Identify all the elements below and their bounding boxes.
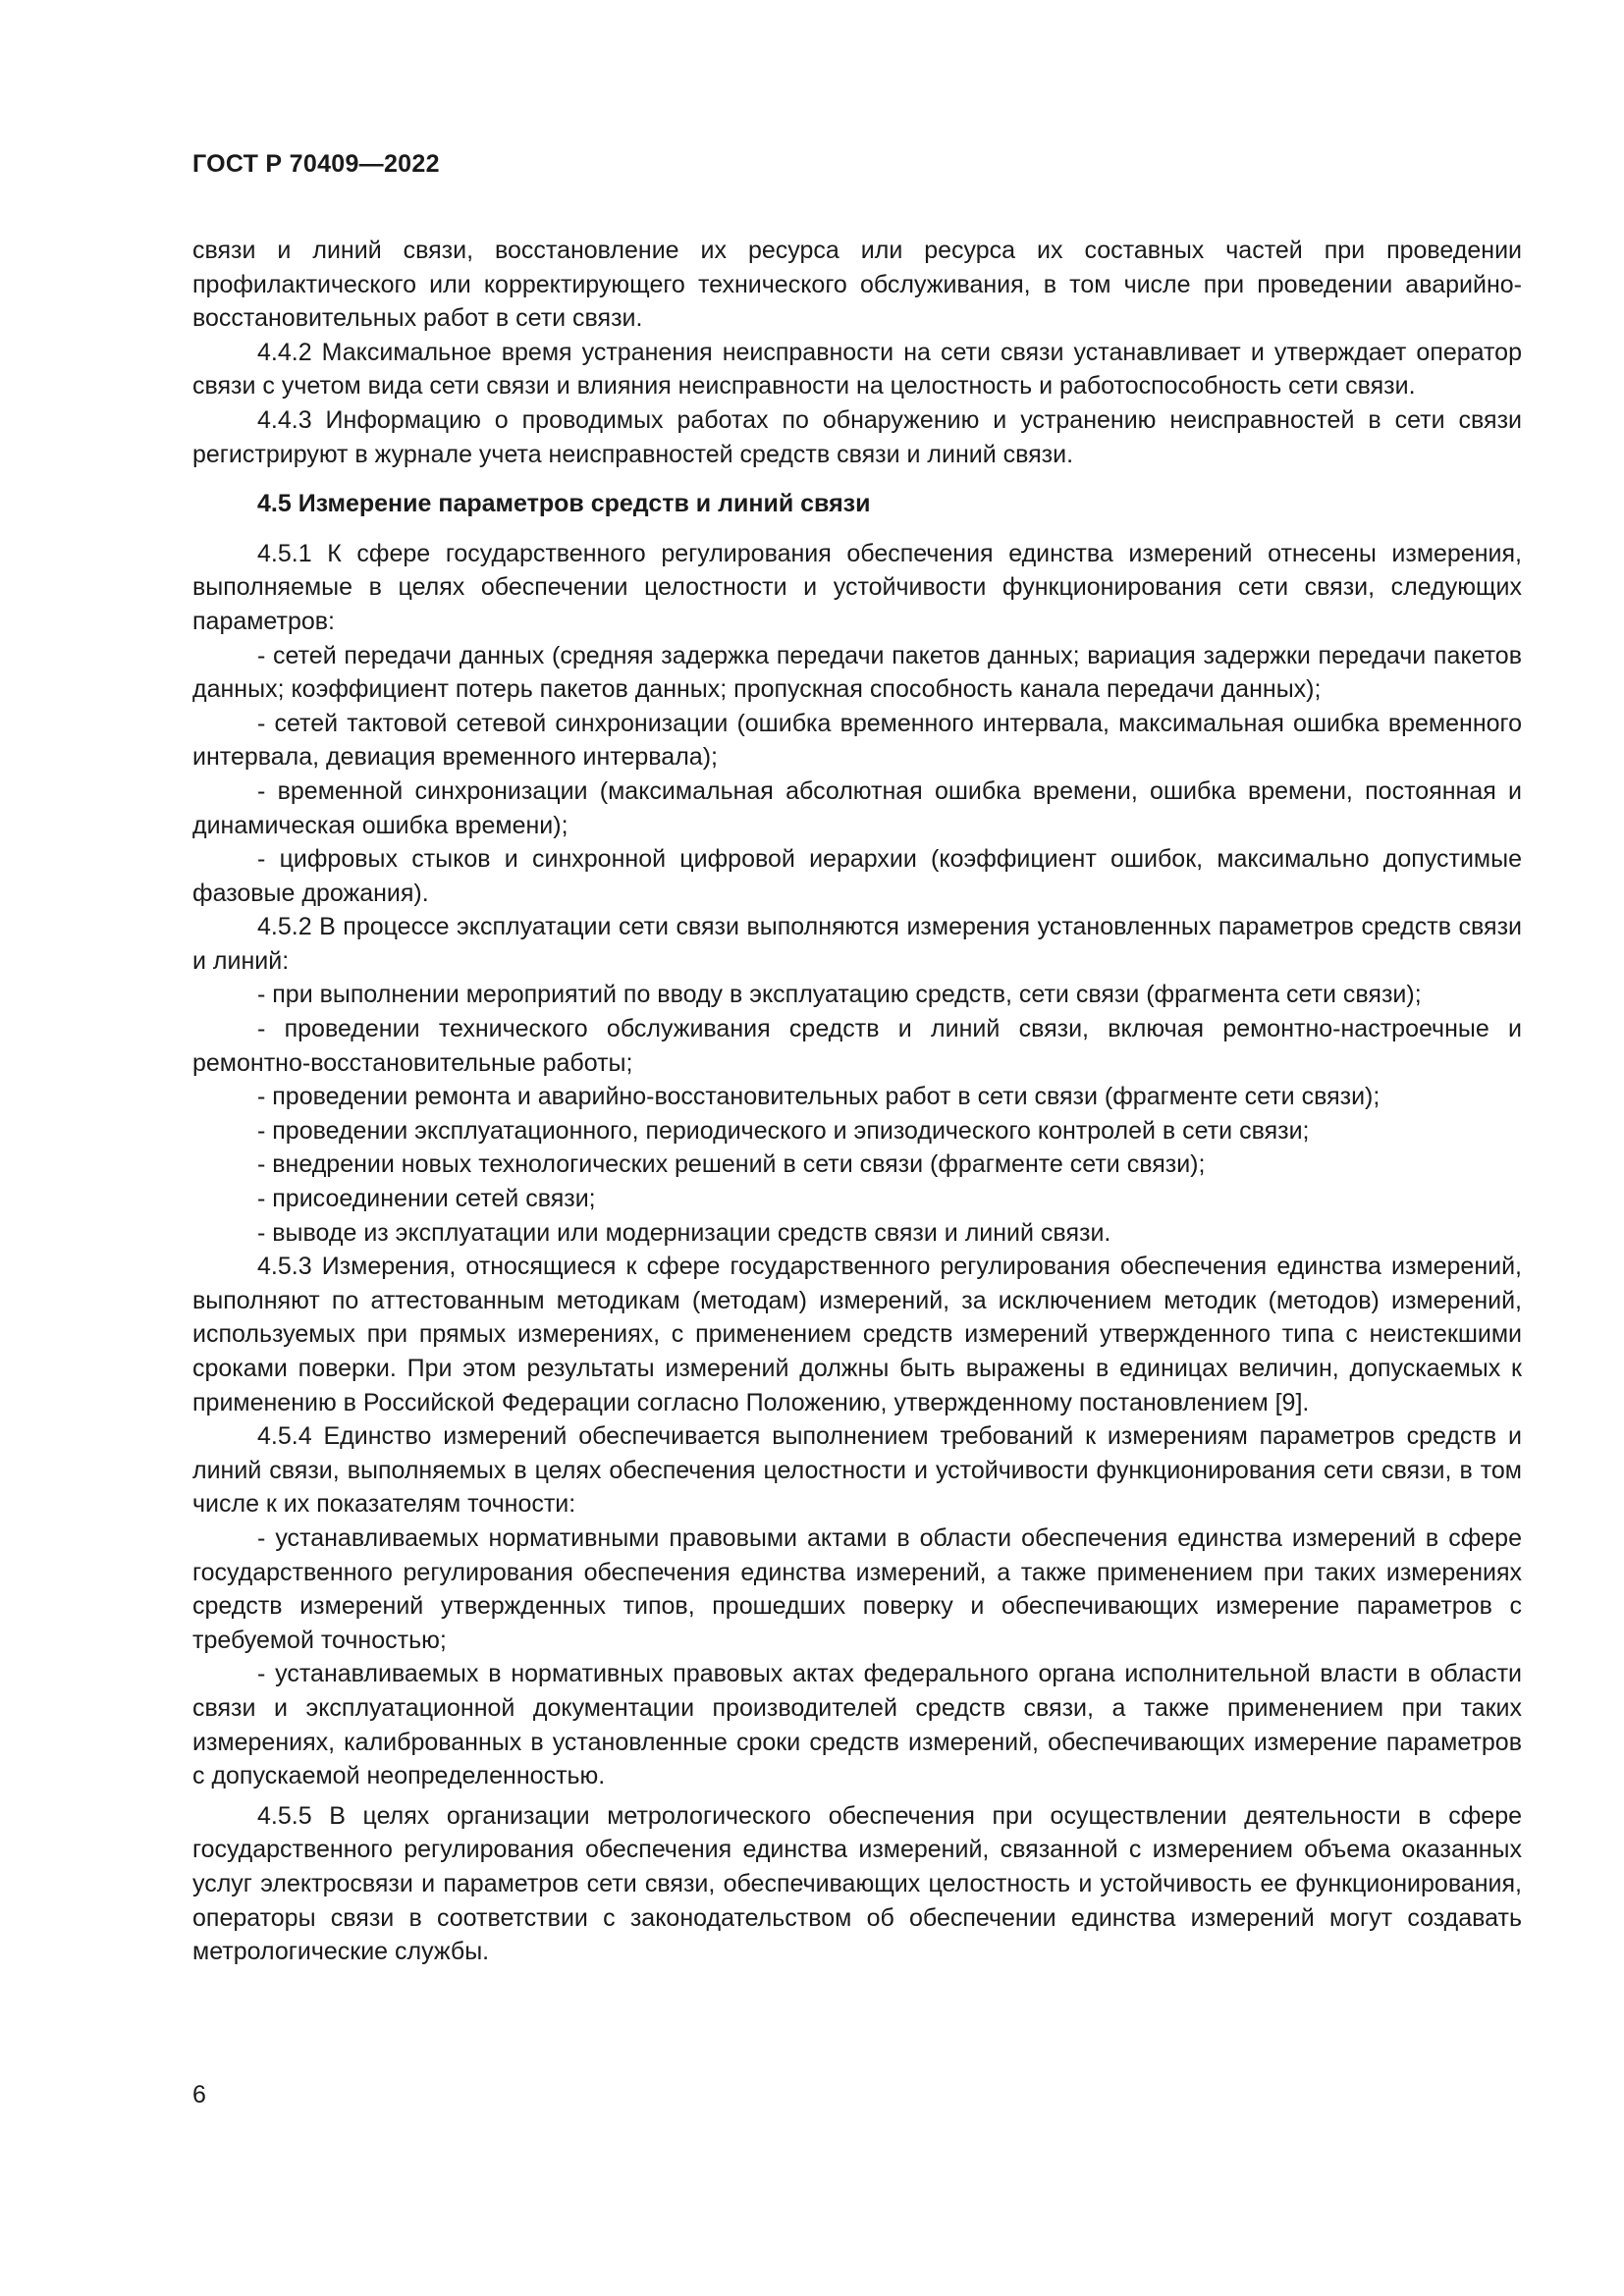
- clause-4-5-4: 4.5.4 Единство измерений обеспечивается выполнением требований к измерениям параметров средств и линий связи, выполняемых в целях обеспечения целостности и устойчивости функционирования сети связи, в том числе к их показателям точности:: [192, 1422, 1522, 1519]
- section-heading-4-5: 4.5 Измерение параметров средств и линий связи: [257, 490, 871, 518]
- clause-4-4-3: 4.4.3 Информацию о проводимых работах по обнаружению и устранению неисправностей в сети связи регистрируют в журнале учета неисправностей средств связи и линий связи.: [192, 405, 1522, 468]
- list-item: - временной синхронизации (максимальная абсолютная ошибка времени, ошибка времени, постоянная и динамическая ошибка времени);: [192, 776, 1522, 839]
- list-item: - присоединении сетей связи;: [257, 1185, 596, 1213]
- list-item: - устанавливаемых в нормативных правовых актах федерального органа исполнительной власти в области связи и эксплуатационной документации производителей средств связи, а также применением при таких измерениях, калиброванных в установленные сроки средств измерений, обеспечивающих измерение параметров с допускаемой неопределенностью.: [192, 1660, 1522, 1790]
- paragraph-continuation: связи и линий связи, восстановление их ресурса или ресурса их составных частей при проведении профилактического или корректирующего технического обслуживания, в том числе при проведении аварийно-восстановительных работ в сети связи.: [192, 237, 1522, 333]
- document-body: [192, 234, 1522, 1969]
- list-item: - проведении технического обслуживания средств и линий связи, включая ремонтно-настроечные и ремонтно-восстановительные работы;: [192, 1015, 1522, 1077]
- list-item: - выводе из эксплуатации или модернизации средств связи и линий связи.: [257, 1218, 1111, 1247]
- clause-4-5-1: 4.5.1 К сфере государственного регулирования обеспечения единства измерений отнесены измерения, выполняемые в целях обеспечении целостности и устойчивости функционирования сети связи, следующих параметров:: [192, 539, 1522, 635]
- document-page: [192, 147, 1522, 1969]
- clause-4-5-2: 4.5.2 В процессе эксплуатации сети связи выполняются измерения установленных параметров средств связи и линий:: [192, 913, 1522, 975]
- list-item: - устанавливаемых нормативными правовыми актами в области обеспечения единства измерений в сфере государственного регулирования обеспечения единства измерений, а также применением при таких измерениях средств измерений утвержденных типов, прошедших поверку и обеспечивающих измерение параметров с требуемой точностью;: [192, 1523, 1522, 1654]
- list-item: - сетей тактовой сетевой синхронизации (ошибка временного интервала, максимальная ошибка временного интервала, девиация временного интервала);: [192, 709, 1522, 772]
- list-item: - проведении эксплуатационного, периодического и эпизодического контролей в сети связи;: [257, 1116, 1310, 1145]
- clause-4-5-5: 4.5.5 В целях организации метрологического обеспечения при осуществлении деятельности в сфере государственного регулирования обеспечения единства измерений, связанной с измерением объема оказанных услуг электросвязи и параметров сети связи, обеспечивающих целостность и устойчивость ее функционирования, операторы связи в соответствии с законодательством об обеспечении единства измерений могут создавать метрологические службы.: [192, 1801, 1522, 1966]
- list-item: - при выполнении мероприятий по вводу в эксплуатацию средств, сети связи (фрагмента сети связи);: [257, 981, 1422, 1009]
- list-item: - цифровых стыков и синхронной цифровой иерархии (коэффициент ошибок, максимально допустимые фазовые дрожания).: [192, 845, 1522, 907]
- list-item: - внедрении новых технологических решений в сети связи (фрагменте сети связи);: [257, 1150, 1206, 1179]
- list-item: - проведении ремонта и аварийно-восстановительных работ в сети связи (фрагменте сети связи);: [257, 1083, 1380, 1111]
- standard-id-header: ГОСТ Р 70409—2022: [192, 150, 440, 178]
- page-number: 6: [192, 2081, 206, 2109]
- clause-4-4-2: 4.4.2 Максимальное время устранения неисправности на сети связи устанавливает и утверждает оператор связи с учетом вида сети связи и влияния неисправности на целостность и работоспособность сети связи.: [192, 338, 1522, 400]
- clause-4-5-3: 4.5.3 Измерения, относящиеся к сфере государственного регулирования обеспечения единства измерений, выполняют по аттестованным методикам (методам) измерений, за исключением методик (методов) измерений, используемых при прямых измерениях, с применением средств измерений утвержденного типа с неистекшими сроками поверки. При этом результаты измерений должны быть выражены в единицах величин, допускаемых к применению в Российской Федерации согласно Положению, утвержденному постановлением [9].: [192, 1253, 1522, 1416]
- list-item: - сетей передачи данных (средняя задержка передачи пакетов данных; вариация задержки передачи пакетов данных; коэффициент потерь пакетов данных; пропускная способность канала передачи данных);: [192, 641, 1522, 704]
